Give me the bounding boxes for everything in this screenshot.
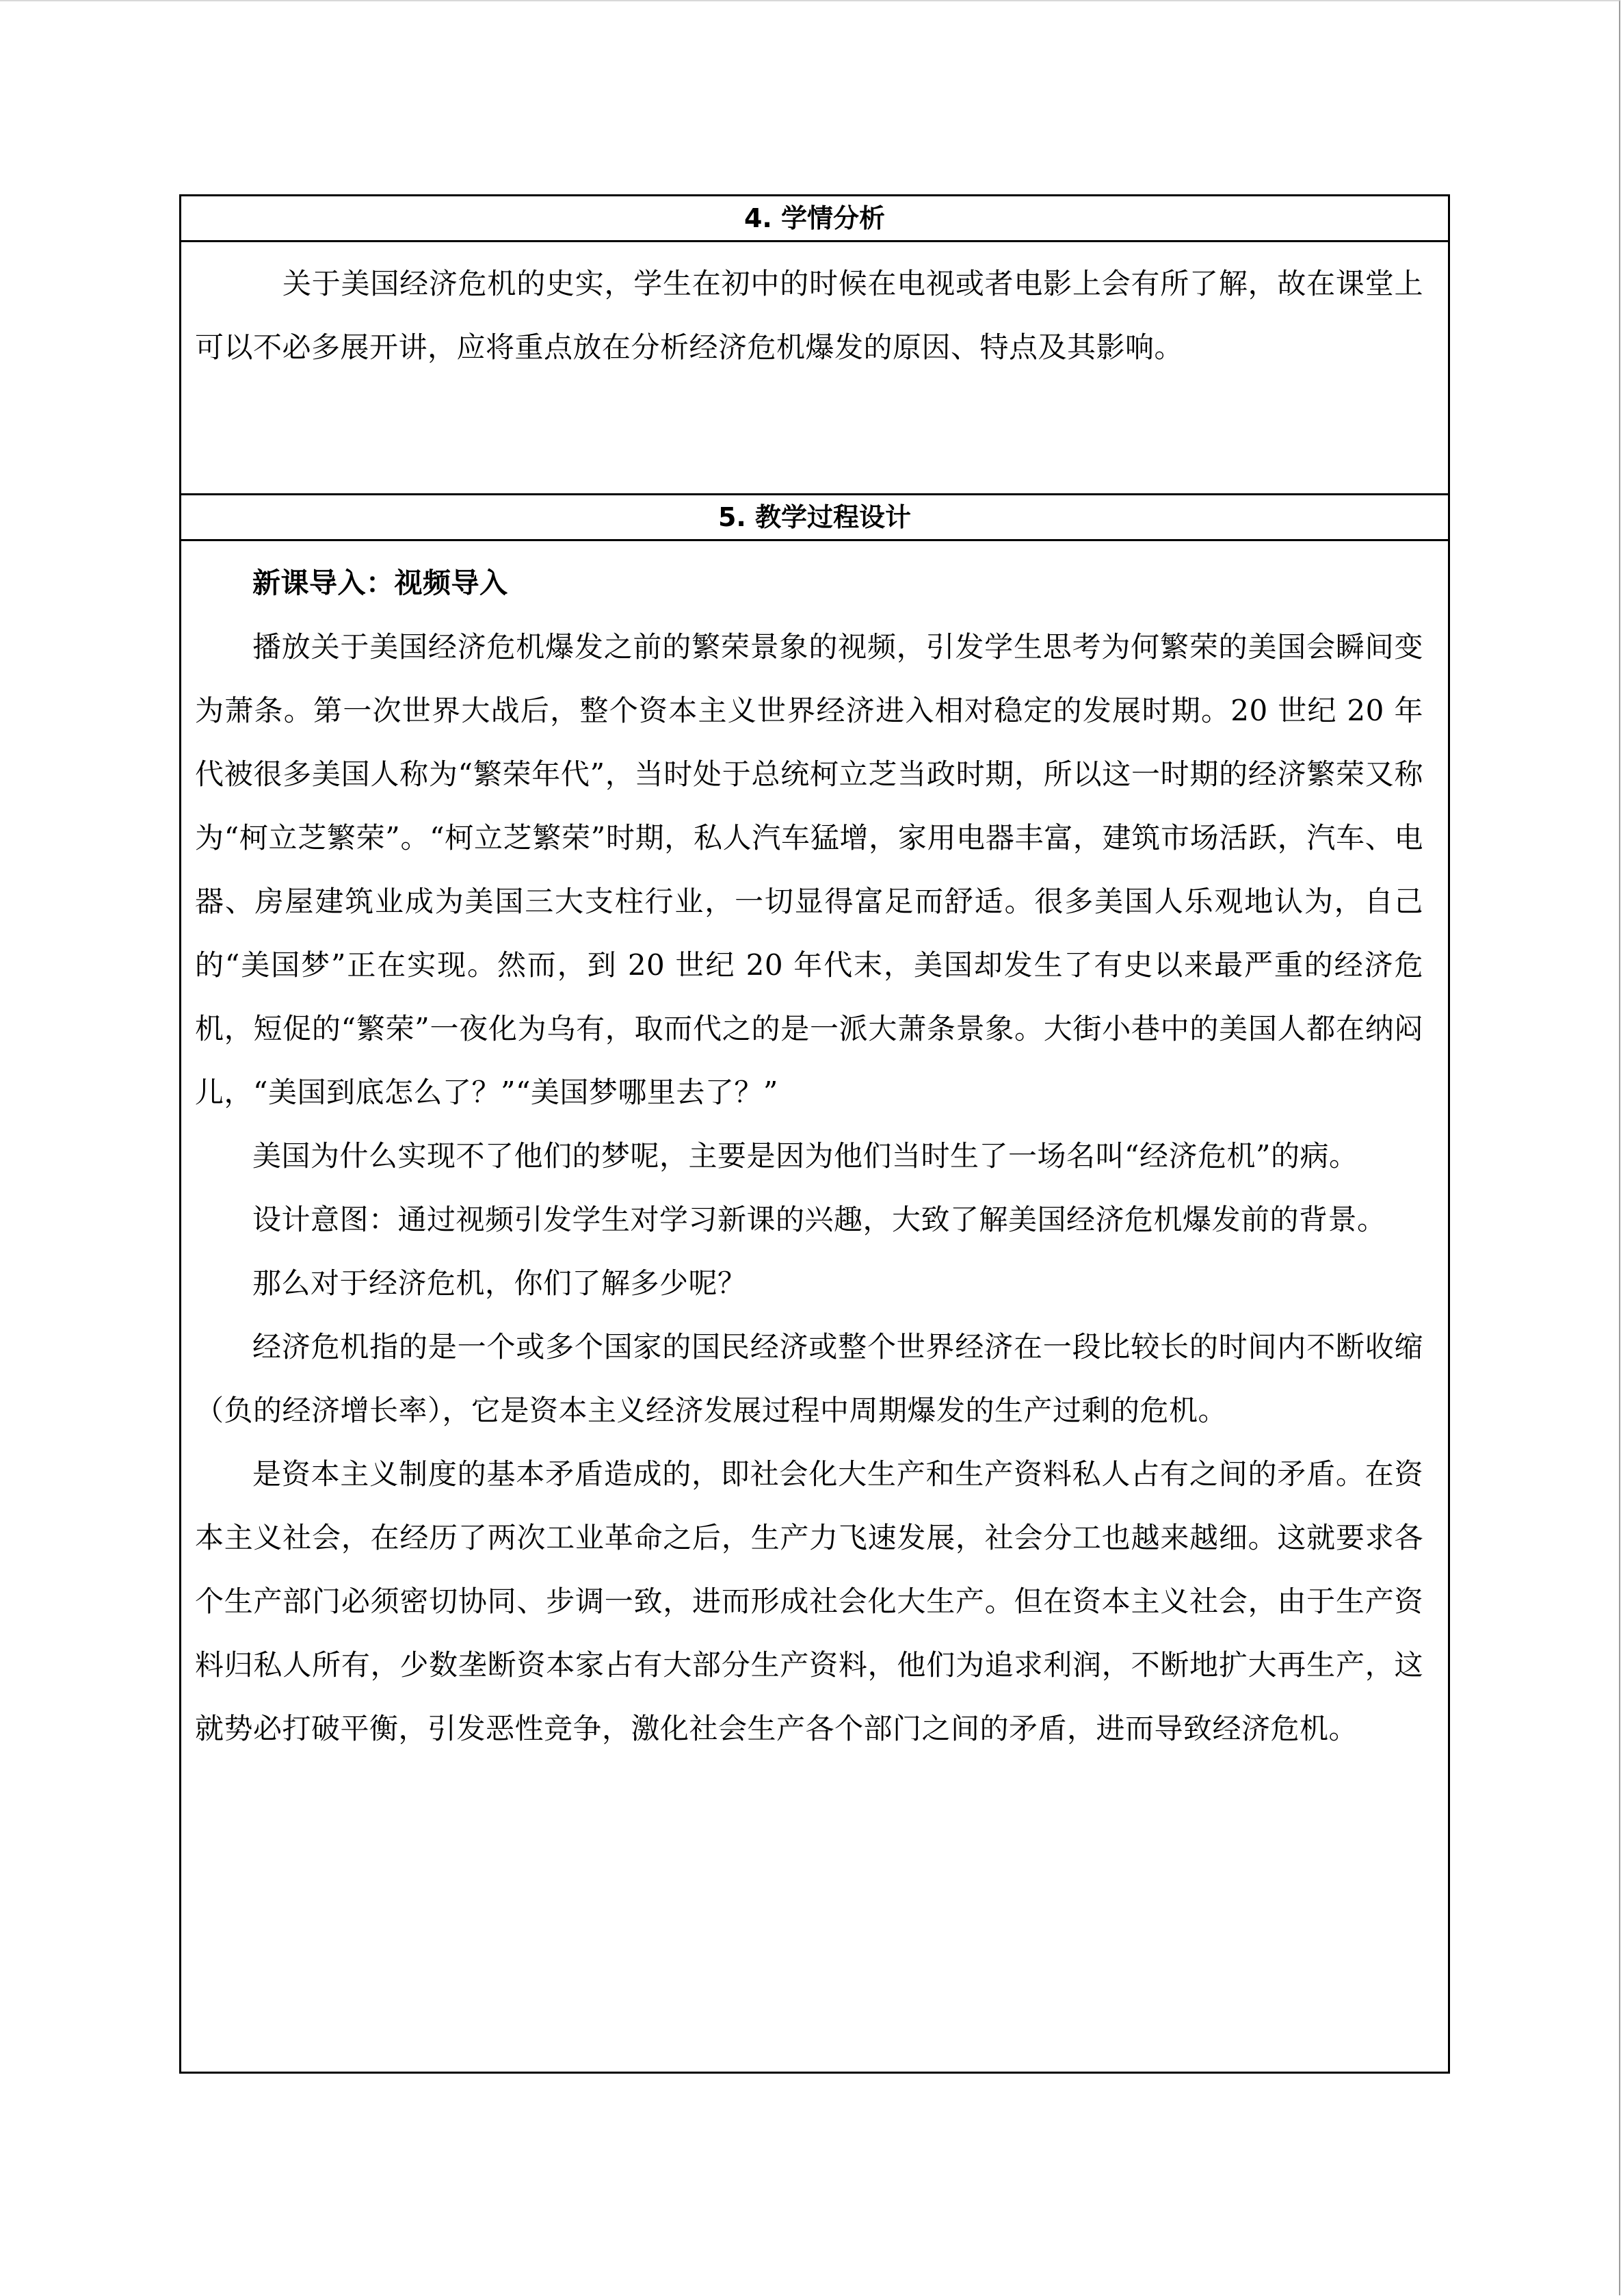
section5-body <box>181 540 1449 2073</box>
section4-body <box>181 242 1449 495</box>
section5-paragraph-1: 播放关于美国经济危机爆发之前的繁荣景象的视频，引发学生思考为何繁荣的美国会瞬间变为萧条。第一次世界大战后，整个资本主义世界经济进入相对稳定的发展时期。20 世纪 20 年代被很多美国人称为“繁荣年代”，当时处于总统柯立芝当政时期，所以这一时期的经济繁荣又称为“柯立芝繁荣”。“柯立芝繁荣”时期，私人汽车猛增，家用电器丰富，建筑市场活跃，汽车、电器、房屋建筑业成为美国三大支柱行业，一切显得富足而舒适。很多美国人乐观地认为，自己的“美国梦”正在实现。然而，到 20 世纪 20 年代末，美国却发生了有史以来最严重的经济危机，短促的“繁荣”一夜化为乌有，取而代之的是一派大萧条景象。大街小巷中的美国人都在纳闷儿，“美国到底怎么了？”“美国梦哪里去了？” <box>195 630 1423 1109</box>
section5-paragraph-2: 美国为什么实现不了他们的梦呢，主要是因为他们当时生了一场名叫“经济危机”的病。 <box>252 1139 1358 1173</box>
section5-paragraph-4: 那么对于经济危机，你们了解多少呢？ <box>252 1266 747 1300</box>
section5-subheading <box>195 551 1423 615</box>
section4-title: 4. 学情分析 <box>181 196 1449 242</box>
section5-header-row <box>181 495 1449 540</box>
intro-subheading: 新课导入：视频导入 <box>252 566 508 599</box>
section5-paragraph-3: 设计意图：通过视频引发学生对学习新课的兴趣，大致了解美国经济危机爆发前的背景。 <box>252 1203 1386 1236</box>
section4-header-row <box>181 196 1449 242</box>
section4-paragraph: 关于美国经济危机的史实，学生在初中的时候在电视或者电影上会有所了解，故在课堂上可以不必多展开讲，应将重点放在分析经济危机爆发的原因、特点及其影响。 <box>195 267 1423 364</box>
section4-body-row <box>181 242 1449 495</box>
section5-paragraph-5: 经济危机指的是一个或多个国家的国民经济或整个世界经济在一段比较长的时间内不断收缩（负的经济增长率），它是资本主义经济发展过程中周期爆发的生产过剩的危机。 <box>195 1330 1423 1427</box>
section5-paragraph-6: 是资本主义制度的基本矛盾造成的，即社会化大生产和生产资料私人占有之间的矛盾。在资本主义社会，在经历了两次工业革命之后，生产力飞速发展，社会分工也越来越细。这就要求各个生产部门必须密切协同、步调一致，进而形成社会化大生产。但在资本主义社会，由于生产资料归私人所有，少数垄断资本家占有大部分生产资料，他们为追求利润，不断地扩大再生产，这就势必打破平衡，引发恶性竞争，激化社会生产各个部门之间的矛盾，进而导致经济危机。 <box>195 1457 1423 1745</box>
section5-body-row <box>181 540 1449 2073</box>
section5-title: 5. 教学过程设计 <box>181 495 1449 540</box>
lesson-plan-table <box>179 194 1450 2074</box>
